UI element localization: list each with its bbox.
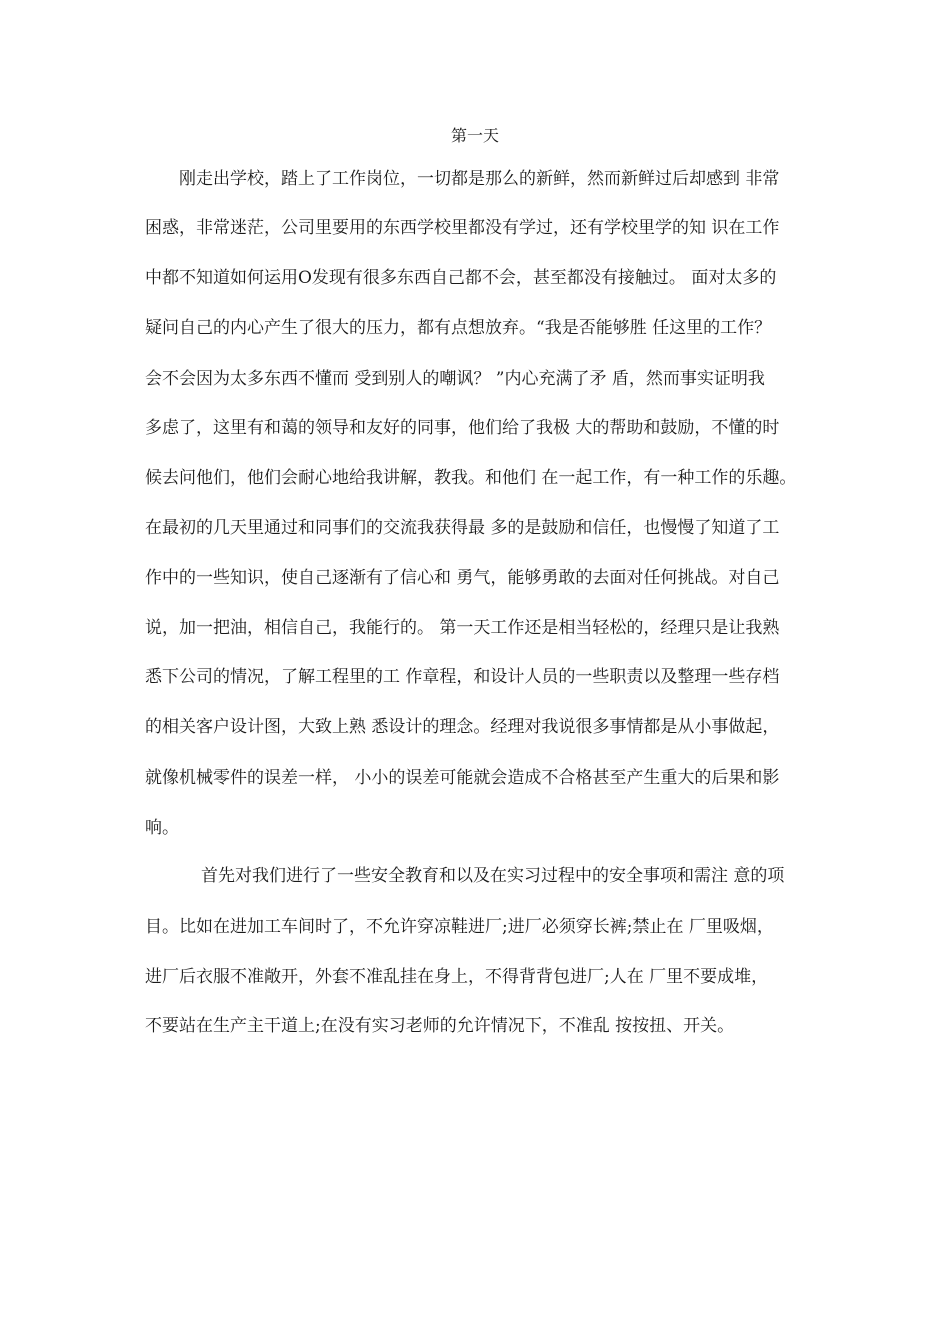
text-line: 首先对我们进行了一些安全教育和以及在实习过程中的安全事项和需注 意的项	[201, 866, 785, 886]
text-line: 会不会因为太多东西不懂而 受到别人的嘲讽？ ”内心充满了矛 盾，然而事实证明我	[145, 369, 765, 389]
text-line: 困惑，非常迷茫，公司里要用的东西学校里都没有学过，还有学校里学的知 识在工作	[145, 218, 780, 238]
text-line: 刚走出学校，踏上了工作岗位，一切都是那么的新鲜，然而新鲜过后却感到 非常	[179, 169, 780, 189]
text-line: 在最初的几天里通过和同事们的交流我获得最 多的是鼓励和信任，也慢慢了知道了工	[145, 518, 780, 538]
text-line: 中都不知道如何运用O发现有很多东西自己都不会，甚至都没有接触过。 面对太多的	[145, 268, 777, 288]
text-line: 就像机械零件的误差一样， 小小的误差可能就会造成不合格甚至产生重大的后果和影	[145, 768, 780, 788]
text-line: 进厂后衣服不准敞开，外套不准乱挂在身上，不得背背包进厂;人在 厂里不要成堆，	[145, 967, 769, 987]
text-line: 的相关客户设计图，大致上熟 悉设计的理念。经理对我说很多事情都是从小事做起，	[145, 717, 780, 737]
text-line: 响。	[145, 818, 179, 838]
page-title: 第一天	[450, 126, 499, 145]
text-line: 作中的一些知识，使自己逐渐有了信心和 勇气，能够勇敢的去面对任何挑战。对自己	[145, 568, 780, 588]
text-line: 多虑了，这里有和蔼的领导和友好的同事，他们给了我极 大的帮助和鼓励，不懂的时	[145, 418, 780, 438]
text-line: 不要站在生产主干道上;在没有实习老师的允许情况下，不准乱 按按扭、开关。	[145, 1016, 735, 1036]
text-line: 候去问他们，他们会耐心地给我讲解，教我。和他们 在一起工作，有一种工作的乐趣。	[145, 468, 797, 488]
text-line: 目。比如在进加工车间时了，不允许穿凉鞋进厂;进厂必须穿长裤;禁止在 厂里吸烟，	[145, 917, 774, 937]
text-line: 说，加一把油，相信自己，我能行的。 第一天工作还是相当轻松的，经理只是让我熟	[145, 618, 780, 638]
text-line: 悉下公司的情况，了解工程里的工 作章程，和设计人员的一些职责以及整理一些存档	[145, 667, 780, 687]
text-line: 疑问自己的内心产生了很大的压力，都有点想放弃。“我是否能够胜 任这里的工作？	[145, 318, 772, 338]
